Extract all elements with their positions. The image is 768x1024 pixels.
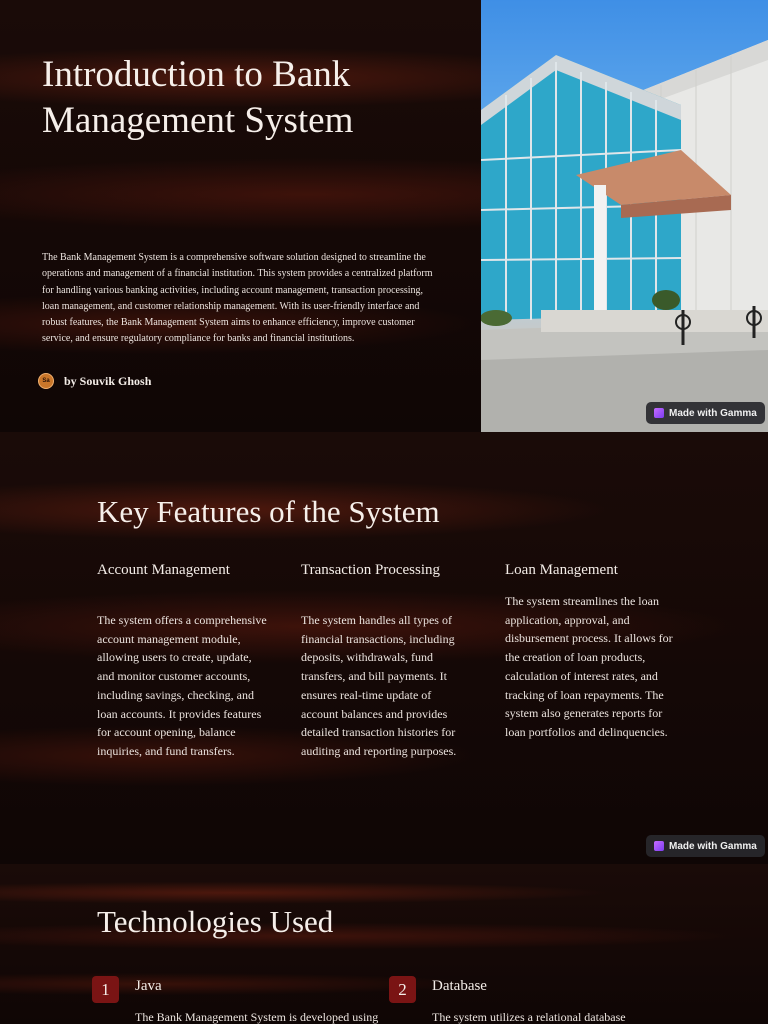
intro-slide [0,0,768,432]
author-name[interactable]: by Souvik Ghosh [64,373,152,388]
technologies-heading: Technologies Used [97,904,334,939]
tech-text: The system utilizes a relational database [432,1010,626,1024]
technologies-slide [0,864,768,1024]
gamma-badge-label: Made with Gamma [669,840,757,852]
slide-title: Introduction to Bank Management System [42,54,354,141]
feature-loan-management [505,560,675,742]
feature-title: Loan Management [505,562,618,578]
feature-title: Transaction Processing [301,562,441,578]
features-slide [0,432,768,864]
made-with-gamma-badge[interactable] [646,835,765,857]
gamma-logo-icon [654,408,664,418]
made-with-gamma-badge[interactable] [646,402,765,424]
features-heading: Key Features of the System [97,494,440,529]
tech-number-badge: 2 [389,976,416,1003]
feature-text: The system streamlines the loan application, approval, and disbursement process. It allows for the creation of loan products, calculation of interest rates, and tracking of loan repayments. The system also generates reports for loan portfolios and delinquencies. [505,594,673,739]
tech-title: Database [432,978,487,994]
feature-account-management [97,560,267,761]
feature-text: The system offers a comprehensive account management module, allowing users to create, update, and monitor customer accounts, including savings, checking, and loan accounts. It provides features for account opening, balance inquiries, and fund transfers. [97,613,267,758]
building-illustration [481,0,768,432]
feature-transaction-processing [301,560,471,761]
author-avatar: Sa [38,373,54,389]
intro-description: The Bank Management System is a comprehensive software solution designed to streamline the operations and management of a financial institution. This system provides a centralized platform for handling various banking activities, including account management, transaction processing, loan management, and customer relationship management. With its user-friendly interface and robust features, the Bank Management System aims to enhance efficiency, improve customer service, and ensure regulatory compliance for banks and financial institutions. [42,252,433,345]
gamma-badge-label: Made with Gamma [669,407,757,419]
gamma-logo-icon [654,841,664,851]
feature-title: Account Management [97,562,230,578]
tech-title: Java [135,978,162,994]
feature-text: The system handles all types of financial transactions, including deposits, withdrawals, fund transfers, and bill payments. It ensures real-time update of account balances and provides detailed transaction histories for auditing and reporting purposes. [301,613,457,758]
tech-number-badge: 1 [92,976,119,1003]
bank-building-photo [481,0,768,432]
author-byline [38,370,151,392]
tech-text: The Bank Management System is developed using [135,1010,379,1024]
